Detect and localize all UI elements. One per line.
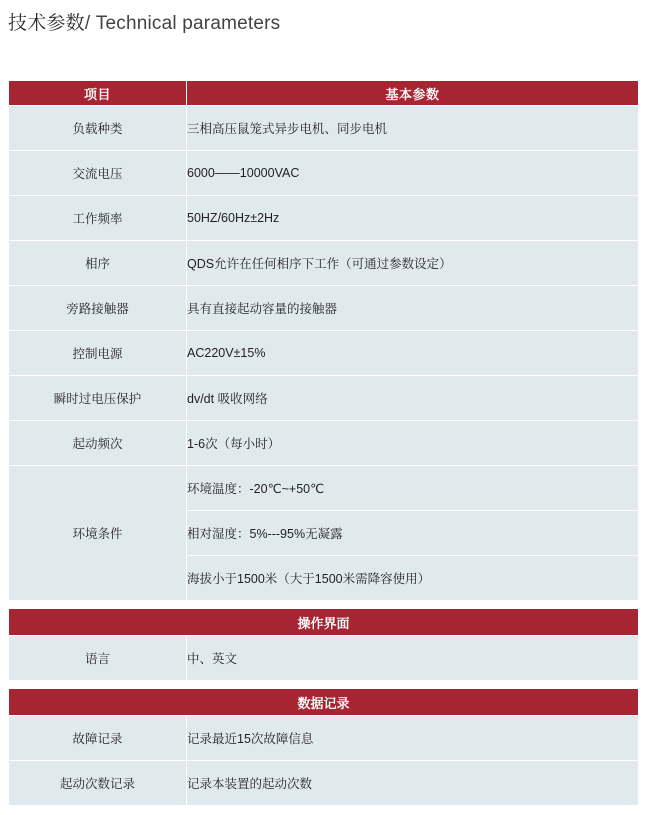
row-label: 起动频次 bbox=[9, 421, 187, 466]
header-parameter: 基本参数 bbox=[187, 81, 639, 106]
row-label: 负载种类 bbox=[9, 106, 187, 151]
table-row bbox=[9, 331, 639, 376]
row-label: 控制电源 bbox=[9, 331, 187, 376]
row-value: 海拔小于1500米（大于1500米需降容使用） bbox=[187, 556, 639, 601]
technical-parameters-table bbox=[8, 80, 639, 806]
section-band-operation: 操作界面 bbox=[9, 609, 639, 636]
table-row bbox=[9, 241, 639, 286]
row-label: 语言 bbox=[9, 636, 187, 681]
row-value: dv/dt 吸收网络 bbox=[187, 376, 639, 421]
row-value: 6000——10000VAC bbox=[187, 151, 639, 196]
section-band-data-record: 数据记录 bbox=[9, 689, 639, 716]
row-value: 中、英文 bbox=[187, 636, 639, 681]
table-row bbox=[9, 636, 639, 681]
table-row bbox=[9, 421, 639, 466]
table-row bbox=[9, 716, 639, 761]
page-title-separator: / bbox=[84, 13, 96, 34]
page-title-en: Technical parameters bbox=[95, 13, 281, 34]
row-value: QDS允许在任何相序下工作（可通过参数设定） bbox=[187, 241, 639, 286]
row-label: 故障记录 bbox=[9, 716, 187, 761]
row-value: 记录本装置的起动次数 bbox=[187, 761, 639, 806]
row-value: 环境温度：-20℃~+50℃ bbox=[187, 466, 639, 511]
table-row bbox=[9, 466, 639, 511]
table-row bbox=[9, 761, 639, 806]
row-value: 相对湿度：5%---95%无凝露 bbox=[187, 511, 639, 556]
row-value: 50HZ/60Hz±2Hz bbox=[187, 196, 639, 241]
row-label: 旁路接触器 bbox=[9, 286, 187, 331]
table-header-row bbox=[9, 81, 639, 106]
table-row bbox=[9, 196, 639, 241]
row-value: 1-6次（每小时） bbox=[187, 421, 639, 466]
row-label: 环境条件 bbox=[9, 466, 187, 601]
row-label: 相序 bbox=[9, 241, 187, 286]
row-label: 起动次数记录 bbox=[9, 761, 187, 806]
section-spacer bbox=[9, 601, 639, 609]
table-row bbox=[9, 376, 639, 421]
section-spacer bbox=[9, 681, 639, 689]
row-label: 瞬时过电压保护 bbox=[9, 376, 187, 421]
row-label: 交流电压 bbox=[9, 151, 187, 196]
table-row bbox=[9, 286, 639, 331]
header-item: 项目 bbox=[9, 81, 187, 106]
page-title bbox=[8, 8, 280, 35]
table-row bbox=[9, 151, 639, 196]
row-value: 记录最近15次故障信息 bbox=[187, 716, 639, 761]
table-row bbox=[9, 106, 639, 151]
section-band-operation-row bbox=[9, 609, 639, 636]
row-value: 具有直接起动容量的接触器 bbox=[187, 286, 639, 331]
page-title-cn: 技术参数 bbox=[8, 13, 85, 34]
row-label: 工作频率 bbox=[9, 196, 187, 241]
section-band-data-record-row bbox=[9, 689, 639, 716]
row-value: 三相高压鼠笼式异步电机、同步电机 bbox=[187, 106, 639, 151]
row-value: AC220V±15% bbox=[187, 331, 639, 376]
